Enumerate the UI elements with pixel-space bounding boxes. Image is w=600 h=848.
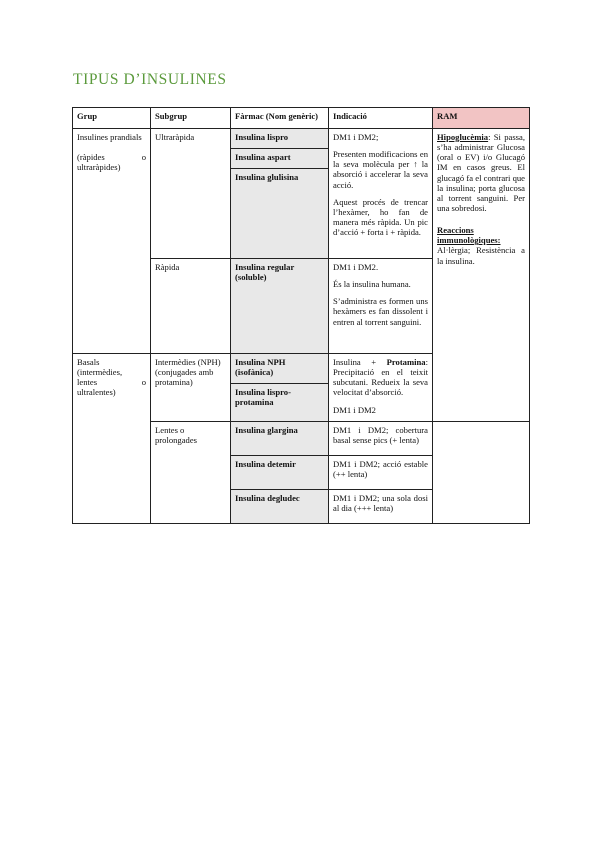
subgrup-ultrarapida: Ultraràpida xyxy=(151,129,231,259)
ram-hipo-text: : Si passa, s’ha administrar Glucosa (oral o EV) i/o Glucagó IM en casos greus. El glucagó fa el contrari que la insulina; porta glucosa al torrent sanguini. Per una sobredosi. xyxy=(437,132,525,213)
grup-basals-sub2b: o xyxy=(141,377,146,388)
subgrup-rapida: Ràpida xyxy=(151,259,231,354)
ram-immuno-text: Al·lèrgia; Resistència a la insulina. xyxy=(437,245,525,266)
table-row xyxy=(73,129,530,149)
grup-basals-sub2 xyxy=(77,377,146,387)
ram-hipo-title: Hipoglucèmia xyxy=(437,132,489,142)
page-title: TIPUS D’INSULINES xyxy=(73,71,227,88)
indicacio-rapida-2: És la insulina humana. xyxy=(333,279,411,290)
indicacio-rapida-1: DM1 i DM2. xyxy=(333,262,379,272)
grup-basals-label: Basals xyxy=(77,357,100,367)
indicacio-intermedies-1 xyxy=(333,357,428,398)
indicacio-ultrarapida-1: DM1 i DM2; xyxy=(333,132,379,142)
grup-basals-sub1: (intermèdies, xyxy=(77,367,123,378)
farmac-nph: Insulina NPH (isofànica) xyxy=(231,354,329,384)
indicacio-intermedies-rest: : Precipitació en el teixit subcutani. Redueix la seva velocitat d’absorció. xyxy=(333,357,428,398)
indicacio-intermedies xyxy=(329,354,433,422)
indicacio-degludec: DM1 i DM2; una sola dosi al dia (+++ lenta) xyxy=(329,490,433,524)
indicacio-ultrarapida xyxy=(329,129,433,259)
farmac-degludec: Insulina degludec xyxy=(231,490,329,524)
grup-prandials-sub3: ultraràpides) xyxy=(77,162,121,173)
header-farmac: Fàrmac (Nom genèric) xyxy=(231,108,329,129)
farmac-glulisina: Insulina glulisina xyxy=(231,169,329,259)
ram-empty-cell xyxy=(433,422,530,524)
grup-basals-sub3: ultralentes) xyxy=(77,387,116,398)
subgrup-intermedies: Intermèdies (NPH) (conjugades amb protamina) xyxy=(151,354,231,422)
header-row xyxy=(73,108,530,129)
indicacio-glargina: DM1 i DM2; cobertura basal sense pics (+ lenta) xyxy=(329,422,433,456)
farmac-aspart: Insulina aspart xyxy=(231,149,329,169)
farmac-detemir: Insulina detemir xyxy=(231,456,329,490)
header-ram: RAM xyxy=(433,108,530,129)
indicacio-ultrarapida-2: Presenten modificacions en la seva molècula per ↑ la absorció i accelerar la seva acció. xyxy=(333,149,428,190)
ram-hipoglucemia xyxy=(437,132,525,213)
grup-prandials-sub1: (ràpides xyxy=(77,152,105,163)
header-indicacio: Indicació xyxy=(329,108,433,129)
grup-prandials-label: Insulines prandials xyxy=(77,132,142,142)
farmac-regular: Insulina regular (soluble) xyxy=(231,259,329,354)
insulin-table xyxy=(72,107,530,524)
grup-basals-sub2a: lentes xyxy=(77,377,98,388)
grup-prandials-sub2: o xyxy=(141,152,146,163)
indicacio-detemir: DM1 i DM2; acció estable (++ lenta) xyxy=(329,456,433,490)
subgrup-lentes: Lentes o prolongades xyxy=(151,422,231,524)
header-subgrup: Subgrup xyxy=(151,108,231,129)
indicacio-rapida-3: S’administra es formen uns hexàmers es fan dissolent i entren al torrent sanguini. xyxy=(333,296,428,327)
ram-cell xyxy=(433,129,530,422)
grup-basals xyxy=(73,354,151,524)
indicacio-intermedies-prefix: Insulina + xyxy=(333,357,387,367)
ram-immuno-title: Reaccions immunològiques: xyxy=(437,225,501,246)
indicacio-ultrarapida-3: Aquest procés de trencar l’hexàmer, ho fan de manera més ràpida. Un pic d’acció + forta i + ràpida. xyxy=(333,196,428,238)
farmac-lispro-protamina: Insulina lispro-protamina xyxy=(231,384,329,422)
header-grup: Grup xyxy=(73,108,151,129)
farmac-lispro: Insulina lispro xyxy=(231,129,329,149)
farmac-glargina: Insulina glargina xyxy=(231,422,329,456)
indicacio-intermedies-bold: Protamina xyxy=(386,357,426,367)
grup-prandials xyxy=(73,129,151,354)
indicacio-rapida xyxy=(329,259,433,354)
grup-prandials-sub xyxy=(77,152,146,162)
indicacio-intermedies-2: DM1 i DM2 xyxy=(333,404,376,415)
